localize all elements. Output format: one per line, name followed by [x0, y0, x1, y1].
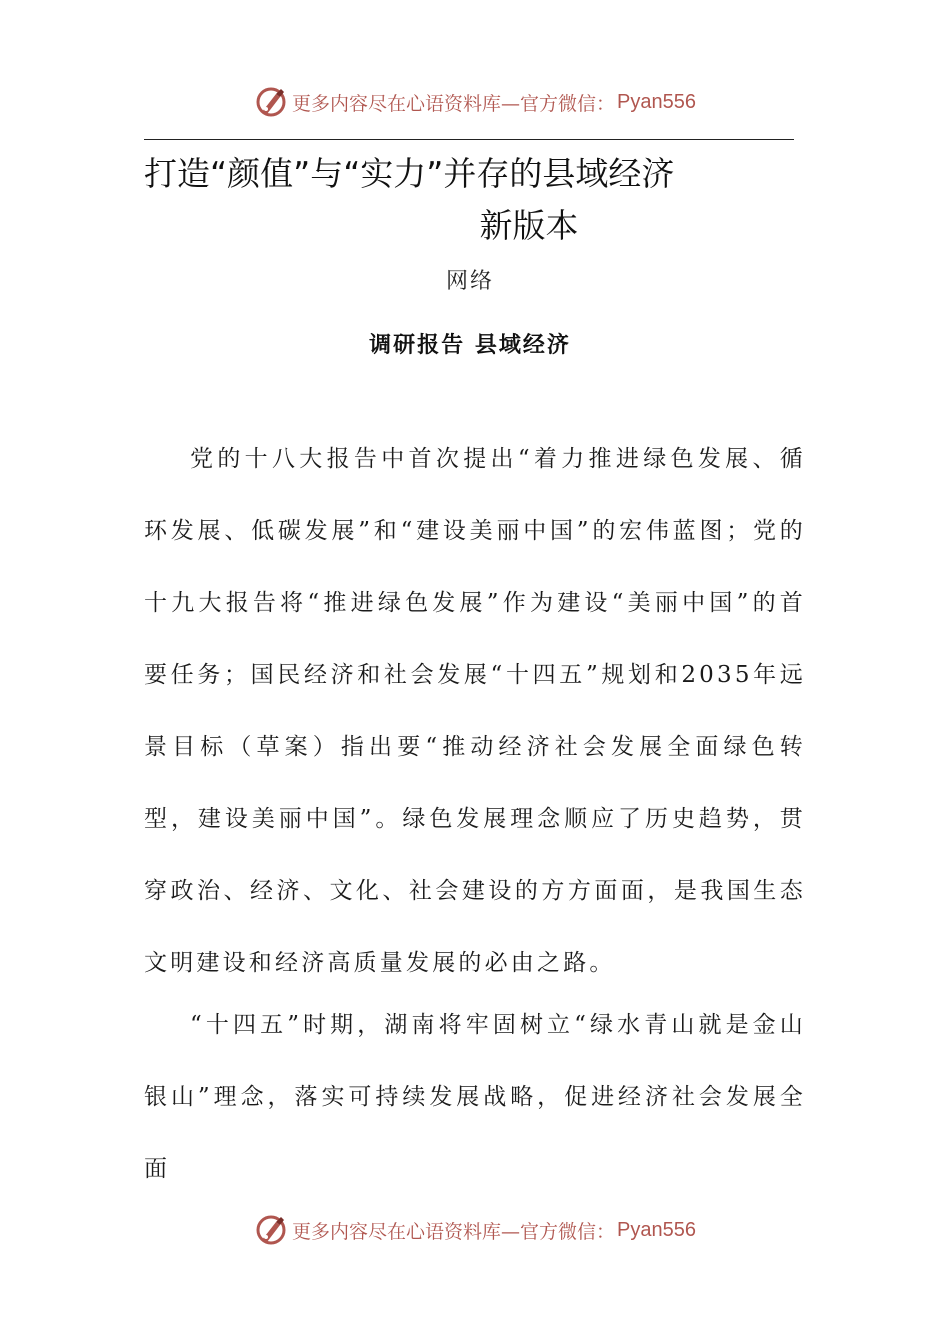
title-line-1: 打造“颜值”与“实力”并存的县域经济: [144, 154, 675, 193]
banner-wechat-id: Pyan556: [617, 90, 696, 113]
pen-logo-icon: [254, 1213, 288, 1247]
document-title: [144, 148, 784, 252]
header-banner: [0, 82, 950, 122]
pen-logo-icon: [254, 85, 288, 119]
footer-banner: [0, 1210, 950, 1250]
banner-site-text: 更多内容尽在心语资料库—官方微信：: [292, 92, 616, 115]
paragraph: 党的十八大报告中首次提出“着力推进绿色发展、循环发展、低碳发展”和“建设美丽中国”的宏伟蓝图；党的十九大报告将“推进绿色发展”作为建设“美丽中国”的首要任务；国民经济和社会发展“十四五”规划和2035年远景目标（草案）指出要“推动经济社会发展全面绿色转型，建设美丽中国”。绿色发展理念顺应了历史趋势，贯穿政治、经济、文化、社会建设的方方面面，是我国生态文明建设和经济高质量发展的必由之路。: [144, 446, 806, 976]
document-body: [144, 423, 806, 1205]
banner-site-text: 更多内容尽在心语资料库—官方微信：: [292, 1220, 616, 1243]
header-rule: [144, 139, 794, 140]
title-line-2: 新版本: [479, 206, 579, 245]
banner-wechat-id: Pyan556: [617, 1218, 696, 1241]
author: 网络: [445, 269, 494, 294]
keywords: 调研报告 县域经济: [369, 332, 571, 358]
paragraph: “十四五”时期，湖南将牢固树立“绿水青山就是金山银山”理念，落实可持续发展战略，促进经济社会发展全面: [144, 1012, 806, 1182]
